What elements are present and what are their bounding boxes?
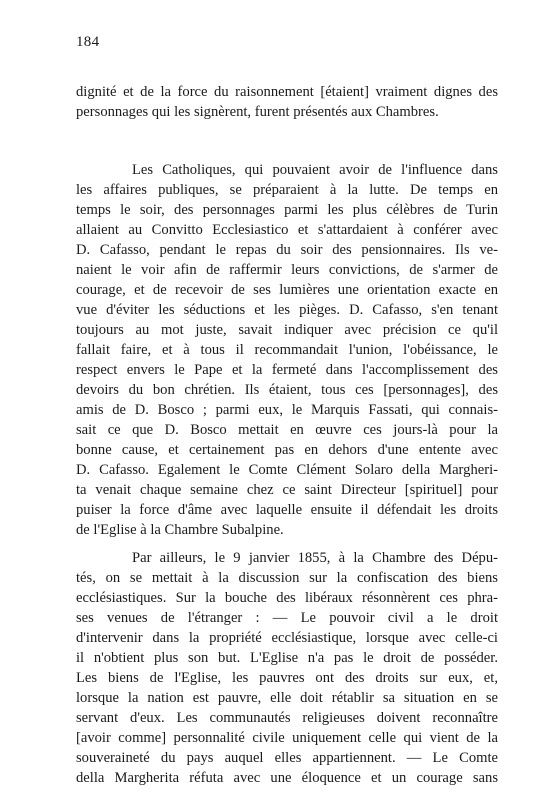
text-line: D. Cafasso. Egalement le Comte Clément Solaro della Margheri- <box>76 462 498 478</box>
text-line: ta venait chaque semaine chez ce saint Directeur [spirituel] pour <box>76 482 498 498</box>
text-line: toujours au mot juste, savait indiquer avec précision ce qu'il <box>76 322 498 338</box>
text-line: de l'Eglise à la Chambre Subalpine. <box>76 522 284 538</box>
text-line: tés, on se mettait à la discussion sur la confiscation des biens <box>76 570 498 586</box>
text-line: [avoir comme] personnalité civile uniquement celle qui vient de la <box>76 730 498 746</box>
text-line: D. Cafasso, pendant le repas du soir des pensionnaires. Ils ve- <box>76 242 498 258</box>
text-line: Par ailleurs, le 9 janvier 1855, à la Chambre des Dépu- <box>132 550 498 566</box>
text-line: puiser la force d'âme avec laquelle ensuite il défendait les droits <box>76 502 498 518</box>
text-line: sait ce que D. Bosco mettait en œuvre ces jours-là pour la <box>76 422 498 438</box>
text-line: courage, et de recevoir de ses lumières une orientation exacte en <box>76 282 498 298</box>
text-line: amis de D. Bosco ; parmi eux, le Marquis Fassati, qui connais- <box>76 402 498 418</box>
text-line: allaient au Convitto Ecclesiastico et s'attardaient à conférer avec <box>76 222 498 238</box>
text-line: bonne cause, et certainement pas en dehors d'une entente avec <box>76 442 498 458</box>
text-line: les affaires publiques, se préparaient à la lutte. De temps en <box>76 182 498 198</box>
text-line: lorsque la nation est pauvre, elle doit rétablir sa situation en se <box>76 690 498 706</box>
text-line: vue d'éviter les séductions et les pièges. D. Cafasso, s'en tenant <box>76 302 498 318</box>
text-line: temps le soir, des personnages parmi les plus célèbres de Turin <box>76 202 498 218</box>
text-line: fallait faire, et à tous il recommandait l'union, l'obéissance, le <box>76 342 498 358</box>
text-line: Les biens de l'Eglise, les pauvres ont des droits sur eux, et, <box>76 670 498 686</box>
text-line: il n'obtient plus son but. L'Eglise n'a pas le droit de posséder. <box>76 650 498 666</box>
text-line: ses venues de l'étranger : — Le pouvoir civil a le droit <box>76 610 498 626</box>
text-line: devoirs du bon chrétien. Ils étaient, tous ces [personnages], des <box>76 382 498 398</box>
text-line: Les Catholiques, qui pouvaient avoir de l'influence dans <box>132 162 498 178</box>
text-line: personnages qui les signèrent, furent présentés aux Chambres. <box>76 104 439 120</box>
text-line: ecclésiastiques. Sur la bouche des libéraux résonnèrent ces phra- <box>76 590 498 606</box>
page-number: 184 <box>76 34 100 50</box>
text-line: respect envers le Pape et la fermeté dans l'accomplissement des <box>76 362 498 378</box>
text-line: della Margherita réfuta avec une éloquence et un courage sans <box>76 770 498 786</box>
text-line: naient le voir afin de raffermir leurs convictions, de s'armer de <box>76 262 498 278</box>
text-line: d'intervenir dans la propriété ecclésiastique, lorsque avec celle-ci <box>76 630 498 646</box>
text-line: souveraineté du pays auquel elles appartiennent. — Le Comte <box>76 750 498 766</box>
text-line: servant d'eux. Les communautés religieuses doivent reconnaître <box>76 710 498 726</box>
text-line: dignité et de la force du raisonnement [étaient] vraiment dignes des <box>76 84 498 100</box>
